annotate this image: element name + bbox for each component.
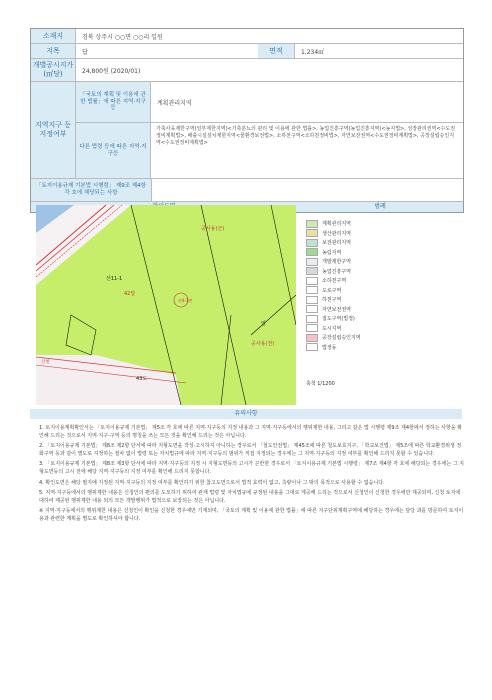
category-label: 지목 xyxy=(31,44,76,58)
article9-value xyxy=(152,179,463,201)
legend-label: 법정동 xyxy=(322,344,337,351)
location-value: 경북 상주시 ○○면 ○○리 일원 xyxy=(82,33,163,41)
parcel-label-7: 43도 xyxy=(136,376,148,382)
area-label: 면적 xyxy=(258,44,295,58)
note-paragraph: ※ 지역·지구등에서의 행위제한 내용은 신청인이 확인을 신청한 경우에만 기재되며, 「국토의 계획 및 이용에 관한 법률」에 따른 지구단위계획구역에 해당하는 경우에는 담당 과를 방문하여 토지이용과 관련한 계획을 별도로 확인하셔야 합니다. xyxy=(39,508,464,522)
legend-item xyxy=(306,314,460,324)
parcel-label-2: 산4-1전 xyxy=(178,298,193,303)
legend-item xyxy=(306,343,460,353)
row-article9 xyxy=(31,179,463,202)
zoning-block xyxy=(31,82,463,179)
legend-swatch xyxy=(306,258,318,266)
note-paragraph: 1. 토지이용계획확인서는 「토지이용규제 기본법」 제5조 각 호에 따른 지역·지구등의 지정 내용과 그 지역·지구등에서의 행위제한 내용, 그리고 같은 법 시행령 제9조 제4항에서 정하는 사항을 확인해 드리는 것으로서 지역·지구·구역 등의 명칭을 쓰는 모든 것을 확인해 드리는 것은 아닙니다. xyxy=(39,425,463,439)
category-value: 답 xyxy=(82,48,88,56)
scale-label: 축척 1/1200 xyxy=(306,381,335,387)
legend-swatch xyxy=(306,315,318,323)
legend-label: 농림지역 xyxy=(322,249,342,256)
row-category xyxy=(31,44,463,59)
legend-item xyxy=(306,257,460,267)
zoning-sub1-label: 「국토의 계획 및 이용에 관한 법률」에 따른 지역·지구등 xyxy=(76,82,151,122)
legend-item xyxy=(306,333,460,343)
legend-item xyxy=(306,295,460,305)
zoning-sub2-value: 가축사육제한구역(일부제한지역)<가축분뇨의 관리 및 이용에 관한 법률>, 농업진흥구역(농업진흥지역)<농지법>, 성장관리권역<수도권정비계획법>, 배출시설설치제한지역<물환경보전법>, 소하천구역<소하천정비법>, 자연보전권역<수도권정비계획법>, 공장설립승인지역<수도권정비계획법> xyxy=(156,126,456,146)
legend-label: 개발제한구역 xyxy=(322,259,351,266)
notes-body xyxy=(34,422,470,593)
legend-list xyxy=(300,205,460,352)
legend-header: 범례 xyxy=(297,202,463,212)
legend-label: 접도구역(법정) xyxy=(322,316,355,323)
row-location xyxy=(31,29,463,44)
parcel-label-5: 산11-1 xyxy=(106,276,123,282)
legend-swatch xyxy=(306,277,318,285)
legend-label: 생산관리지역 xyxy=(322,230,351,237)
legend-swatch xyxy=(306,248,318,256)
legend-item xyxy=(306,276,460,286)
legend-label: 농업진흥구역 xyxy=(322,268,351,275)
row-price xyxy=(31,59,463,82)
zoning-sub1-value: 계획관리지역 xyxy=(157,99,192,107)
zoning-sub2-label: 다른 법령 등에 따른 지역·지구등 xyxy=(76,123,151,178)
note-paragraph: 3. 「토지이용규제 기본법」 제8조 제3항 단서에 따라 지역·지구등의 지정 시 지형도면등의 고시가 곤란한 경우로서 「토지이용규제 기본법 시행령」 제7조 제4항 각 호에 해당되는 경우에는 그 지형도면등의 고시 전에 해당 지역·지구등의 지정 여부를 확인해 드리지 못합니다. xyxy=(39,461,464,475)
legend-label: 하천구역 xyxy=(322,297,342,304)
legend-item xyxy=(306,219,460,229)
note-paragraph: 2. 「토지이용규제 기본법」 제8조 제2항 단서에 따라 지형도면을 작성·고시하지 아니하는 경우로서 「철도안전법」 제45조에 따른 철도보호지구, 「학교보건법」 제5조에 따른 학교환경위생 정화구역 등과 같이 별도로 지정하는 절차 없이 법령 또는 자치법규에 따라 지역·지구등의 범위가 직접 지정되는 경우에는 그 지역·지구등의 지정 여부를 확인해 드리지 못할 수 있습니다. xyxy=(39,443,462,457)
legend-swatch xyxy=(306,334,318,342)
parcel-label-3: 공사용(군) xyxy=(201,226,225,232)
parcel-label-6: 임 xyxy=(261,321,266,327)
legend-item xyxy=(306,229,460,239)
map-drawing xyxy=(36,205,296,405)
legend-item xyxy=(306,305,460,315)
legend-label: 도시지역 xyxy=(322,325,342,332)
legend-label: 계획관리지역 xyxy=(322,221,351,228)
legend-item xyxy=(306,248,460,258)
legend-swatch xyxy=(306,229,318,237)
location-label: 소재지 xyxy=(31,29,76,43)
legend-label: 도로구역 xyxy=(322,287,342,294)
legend-item xyxy=(306,267,460,277)
parcel-label-8: 산천 xyxy=(41,360,50,365)
legend-swatch xyxy=(306,296,318,304)
article9-label: 「토지이용규제 기본법 시행령」 제9조 제4항 각 호에 해당되는 사항 xyxy=(31,179,152,201)
legend-item xyxy=(306,324,460,334)
legend-swatch xyxy=(306,239,318,247)
document-frame xyxy=(30,28,464,213)
legend-swatch xyxy=(306,286,318,294)
parcel-label-1: 42답 xyxy=(124,291,136,297)
legend-label: 소하천구역 xyxy=(322,278,347,285)
map-legend xyxy=(300,205,460,405)
parcel-label-4: 공사용(천) xyxy=(251,341,275,347)
legend-label: 보전관리지역 xyxy=(322,240,351,247)
price-value: 24,800원 (2020/01) xyxy=(82,67,141,75)
notes-header: 유의사항 xyxy=(30,409,462,419)
note-paragraph: 4. 확인도면은 해당 필지에 지정된 지역·지구등의 지정 여부를 확인하기 위한 참고도면으로서 법적 효력이 없고, 측량이나 그 밖의 목적으로 사용할 수 없습니다. xyxy=(39,479,385,486)
legend-swatch xyxy=(306,305,318,313)
note-paragraph: 5. 지역·지구등에서의 행위제한 내용은 신청인의 편의를 도모하기 위하여 관계 법령 및 자치법규에 규정된 내용을 그대로 제공해 드리는 것으로서 신청인이 신청한 경우에만 제공되며, 신청 토지에 대하여 제공된 행위제한 내용 외의 모든 개발행위가 법적으로 보장되는 것은 아닙니다. xyxy=(39,490,461,504)
area-value: 1,234㎡ xyxy=(301,48,325,56)
legend-swatch xyxy=(306,343,318,351)
zoning-label: 지역지구 등 지정여부 xyxy=(31,82,76,178)
legend-swatch xyxy=(306,220,318,228)
legend-swatch xyxy=(306,324,318,332)
legend-label: 공장설립승인지역 xyxy=(322,335,361,342)
legend-item xyxy=(306,238,460,248)
price-label: 개별공시지가 (㎡당) xyxy=(31,59,76,81)
legend-item xyxy=(306,286,460,296)
legend-label: 자연보전권역 xyxy=(322,306,351,313)
legend-swatch xyxy=(306,267,318,275)
confirmation-map xyxy=(36,205,296,405)
